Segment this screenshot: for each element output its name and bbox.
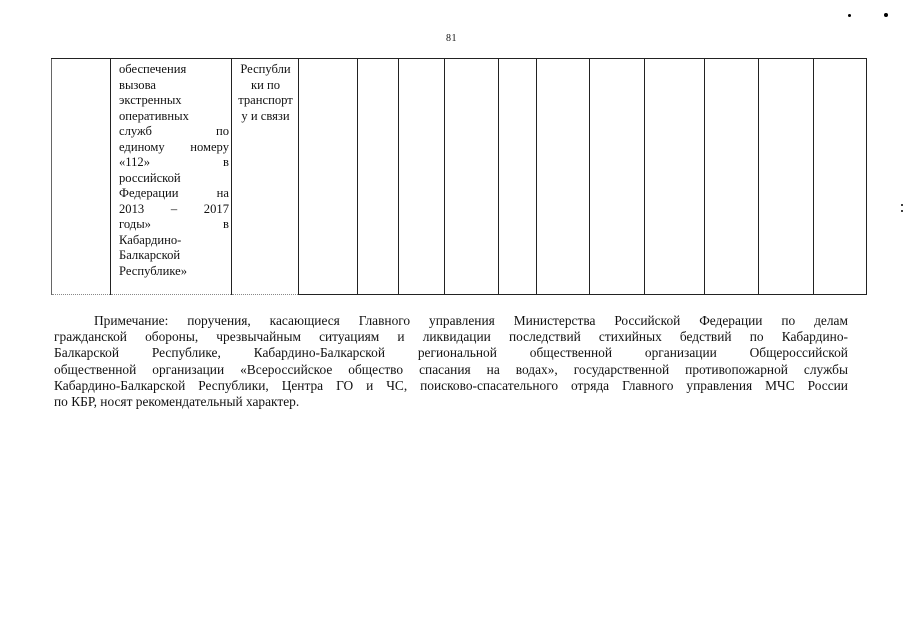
note-word: Российской bbox=[614, 313, 681, 328]
executor-line: у и связи bbox=[241, 108, 290, 123]
note-word: спасания bbox=[419, 361, 471, 377]
measure-name-word: номеру bbox=[190, 139, 229, 154]
note-word: делам bbox=[814, 313, 848, 328]
note-word: региональной bbox=[417, 345, 497, 361]
note-word: водах», bbox=[515, 361, 558, 377]
table-cell-empty bbox=[399, 59, 445, 295]
table-cell-empty bbox=[299, 59, 358, 295]
measure-name-word: в bbox=[223, 155, 229, 169]
measure-name-word: 2017 bbox=[203, 201, 229, 216]
note-word: организации bbox=[152, 361, 225, 377]
measure-name-line bbox=[119, 171, 229, 187]
scan-speck bbox=[901, 210, 903, 212]
table-cell-empty bbox=[499, 59, 537, 295]
measure-name-word: в bbox=[223, 217, 229, 231]
note-word: Республике, bbox=[151, 345, 221, 361]
note-word: и bbox=[366, 377, 374, 393]
note-word: гражданской bbox=[54, 329, 127, 345]
measure-name-word: годы» bbox=[119, 217, 151, 231]
note-word: ЧС, bbox=[386, 377, 408, 393]
note-line bbox=[54, 378, 848, 394]
measure-name-word: 2013 bbox=[119, 201, 145, 216]
note-word: противопожарной bbox=[685, 361, 788, 377]
note-word: управления bbox=[686, 377, 753, 393]
note-word: бедствий bbox=[679, 329, 732, 345]
table-cell-number bbox=[52, 59, 111, 295]
note-line bbox=[54, 329, 848, 345]
measure-name-line bbox=[119, 109, 229, 125]
note-word: ГО bbox=[336, 377, 354, 393]
measure-name-word: российской bbox=[119, 170, 181, 185]
note-word: общественной bbox=[54, 361, 137, 377]
executor-line: транспорт bbox=[238, 93, 293, 107]
note-word: по bbox=[749, 329, 764, 345]
measure-name-word: Кабардино- bbox=[119, 232, 182, 247]
note-word: МЧС bbox=[765, 377, 795, 393]
measure-name-line bbox=[119, 155, 229, 171]
table-cell-empty bbox=[358, 59, 399, 295]
note-word: Кабардино-Балкарской bbox=[253, 345, 385, 361]
table-cell-empty bbox=[759, 59, 814, 295]
note-word: ситуациям bbox=[319, 329, 380, 345]
table-cell-name bbox=[111, 59, 232, 295]
scan-speck bbox=[884, 13, 888, 17]
note-word: чрезвычайным bbox=[216, 329, 301, 345]
note-word: по bbox=[781, 313, 796, 328]
table-row bbox=[52, 59, 867, 295]
measure-name-word: обеспечения bbox=[119, 62, 187, 76]
note-line bbox=[54, 313, 848, 329]
executor-line: Республи bbox=[240, 62, 291, 76]
note-word: Главного bbox=[358, 313, 411, 328]
note-word: Балкарской bbox=[54, 345, 120, 361]
note-word: стихийных bbox=[598, 329, 662, 345]
table-cell-empty bbox=[537, 59, 590, 295]
measure-name-word: Республике» bbox=[119, 263, 188, 278]
note-word: Центра bbox=[281, 377, 324, 393]
measure-name-line bbox=[119, 248, 229, 264]
measure-name-line bbox=[119, 62, 229, 78]
measure-name-line bbox=[119, 233, 229, 249]
note-word: Кабардино- bbox=[781, 329, 848, 345]
measure-name-word: вызова bbox=[119, 77, 156, 92]
scan-speck bbox=[848, 14, 851, 17]
note-word: Общероссийской bbox=[749, 345, 848, 361]
measure-name-word: по bbox=[215, 124, 229, 138]
scan-speck bbox=[901, 204, 903, 206]
measures-table bbox=[51, 58, 867, 295]
note-word: Главного bbox=[622, 377, 674, 393]
measure-name bbox=[119, 62, 229, 279]
table-cell-empty bbox=[645, 59, 705, 295]
note-word: и bbox=[397, 329, 405, 345]
note-paragraph bbox=[54, 313, 848, 410]
table-cell-empty bbox=[705, 59, 759, 295]
note-word: касающиеся bbox=[269, 313, 340, 328]
note-word: на bbox=[486, 361, 500, 377]
note-word: Республики, bbox=[198, 377, 269, 393]
measure-name-word: «112» bbox=[119, 155, 151, 169]
note-word: общественной bbox=[529, 345, 613, 361]
page-number: 81 bbox=[446, 33, 457, 44]
measure-name-word: на bbox=[216, 186, 229, 200]
note-word: обороны, bbox=[145, 329, 199, 345]
measure-name-line bbox=[119, 217, 229, 233]
measure-name-line bbox=[119, 78, 229, 94]
table-cell-executor bbox=[232, 59, 299, 295]
note-word: организации bbox=[644, 345, 717, 361]
note-word: последствий bbox=[508, 329, 581, 345]
note-word: ликвидации bbox=[422, 329, 491, 345]
measure-name-word: оперативных bbox=[119, 108, 189, 123]
note-word: Примечание: bbox=[94, 313, 169, 328]
measure-name-line bbox=[119, 264, 229, 280]
measure-name-line bbox=[119, 93, 229, 109]
table-cell-empty bbox=[590, 59, 645, 295]
executor-line: ки по bbox=[250, 77, 281, 92]
measure-name-word: Балкарской bbox=[119, 248, 181, 262]
note-word: отряда bbox=[570, 377, 610, 393]
table-cell-empty bbox=[814, 59, 867, 295]
note-word: службы bbox=[803, 361, 848, 377]
note-word: Федерации bbox=[699, 313, 763, 328]
measure-name-word: Федерации bbox=[119, 186, 179, 200]
measure-name-line bbox=[119, 202, 229, 218]
measure-name-word: – bbox=[170, 201, 178, 216]
note-word: государственной bbox=[573, 361, 670, 377]
note-word: России bbox=[807, 377, 848, 393]
executor-name bbox=[234, 62, 297, 124]
note-word: «Всероссийское bbox=[240, 361, 333, 377]
measure-name-line bbox=[119, 140, 229, 156]
measure-name-line bbox=[119, 124, 229, 140]
note-line bbox=[54, 345, 848, 361]
measure-name-line bbox=[119, 186, 229, 202]
note-line: по КБР, носят рекомендательный характер. bbox=[54, 394, 300, 410]
note-word: управления bbox=[429, 313, 495, 328]
note-word: поисково-спасательного bbox=[420, 377, 559, 393]
note-word: поручения, bbox=[187, 313, 251, 328]
measure-name-word: экстренных bbox=[119, 93, 182, 107]
measure-name-word: служб bbox=[119, 124, 152, 138]
measure-name-word: единому bbox=[119, 139, 165, 154]
note-line bbox=[54, 362, 848, 378]
table-cell-empty bbox=[445, 59, 499, 295]
note-word: общество bbox=[348, 361, 404, 377]
note-word: Кабардино-Балкарской bbox=[54, 377, 186, 393]
note-word: Министерства bbox=[513, 313, 596, 328]
